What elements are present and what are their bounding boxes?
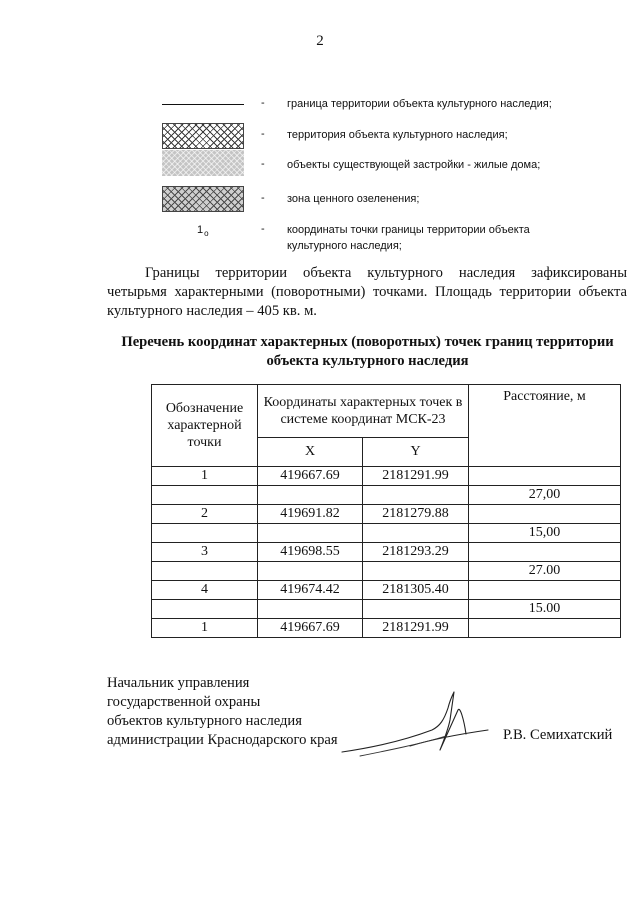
cell-distance: 27,00 — [469, 486, 621, 505]
signer-name: Р.В. Семихатский — [503, 727, 613, 743]
legend-territory-hatch-symbol — [162, 123, 244, 149]
cell-x: 419691.82 — [258, 505, 363, 524]
table-title: Перечень координат характерных (поворотных) точек границ территории объекта культурного наследия — [121, 334, 614, 369]
header-coords: Координаты характерных точек в системе координат МСК-23 — [258, 385, 469, 438]
cell-x — [258, 600, 363, 619]
cell-distance — [469, 581, 621, 600]
table-row — [152, 486, 621, 505]
table-row — [152, 619, 621, 638]
page-number: 2 — [316, 33, 324, 49]
cell-y: 2181291.99 — [363, 619, 469, 638]
legend-dash: - — [261, 192, 265, 204]
cell-x: 419667.69 — [258, 619, 363, 638]
legend-territory-text: территория объекта культурного наследия; — [287, 129, 508, 141]
header-point: Обозначение характерной точки — [152, 385, 258, 467]
legend-boundary-line-symbol — [162, 104, 244, 105]
cell-x: 419674.42 — [258, 581, 363, 600]
cell-distance: 15.00 — [469, 600, 621, 619]
header-distance: Расстояние, м — [469, 385, 621, 467]
legend-boundary-text: граница территории объекта культурного наследия; — [287, 98, 552, 110]
cell-y: 2181293.29 — [363, 543, 469, 562]
cell-x: 419698.55 — [258, 543, 363, 562]
cell-distance — [469, 505, 621, 524]
cell-y — [363, 600, 469, 619]
cell-point: 1 — [152, 467, 258, 486]
legend-dash: - — [261, 223, 265, 235]
cell-y: 2181291.99 — [363, 467, 469, 486]
legend-dash: - — [261, 158, 265, 170]
cell-point — [152, 562, 258, 581]
header-x: X — [258, 438, 363, 467]
legend-dash: - — [261, 97, 265, 109]
coordinates-table — [151, 384, 621, 638]
table-row — [152, 505, 621, 524]
coordinates-table-body — [152, 467, 621, 638]
cell-point: 3 — [152, 543, 258, 562]
legend-dash: - — [261, 128, 265, 140]
table-row — [152, 543, 621, 562]
cell-distance — [469, 467, 621, 486]
cell-y: 2181279.88 — [363, 505, 469, 524]
cell-distance — [469, 543, 621, 562]
cell-x — [258, 486, 363, 505]
cell-x — [258, 562, 363, 581]
point-marker-icon: o — [204, 229, 209, 238]
cell-point — [152, 600, 258, 619]
table-row — [152, 467, 621, 486]
signature-title-line: государственной охраны — [107, 694, 261, 710]
table-row — [152, 581, 621, 600]
cell-y — [363, 524, 469, 543]
legend-greenery-text: зона ценного озеленения; — [287, 193, 420, 205]
cell-point: 2 — [152, 505, 258, 524]
cell-distance — [469, 619, 621, 638]
table-row — [152, 562, 621, 581]
cell-y — [363, 562, 469, 581]
signature-title-line: администрации Краснодарского края — [107, 732, 338, 748]
legend-houses-text: объекты существующей застройки - жилые дома; — [287, 159, 541, 171]
cell-y — [363, 486, 469, 505]
legend-point-text: координаты точки границы территории объекта культурного наследия; — [287, 224, 530, 252]
header-y: Y — [363, 438, 469, 467]
signature-title-line: объектов культурного наследия — [107, 713, 302, 729]
cell-point — [152, 524, 258, 543]
signature-title-line: Начальник управления — [107, 675, 250, 691]
table-row — [152, 600, 621, 619]
legend-point-symbol — [197, 224, 208, 236]
cell-y: 2181305.40 — [363, 581, 469, 600]
table-row — [152, 524, 621, 543]
cell-point: 1 — [152, 619, 258, 638]
legend-houses-symbol — [162, 150, 244, 176]
cell-x: 419667.69 — [258, 467, 363, 486]
signature-title — [107, 674, 367, 750]
legend-greenery-symbol — [162, 186, 244, 212]
cell-point: 4 — [152, 581, 258, 600]
cell-point — [152, 486, 258, 505]
cell-distance: 15,00 — [469, 524, 621, 543]
intro-paragraph: Границы территории объекта культурного наследия зафиксированы четырьмя характерными (поворотными) точками. Площадь территории объекта культурного наследия – 405 кв. м. — [107, 265, 627, 319]
legend-point-label: 1 — [197, 224, 204, 236]
cell-distance: 27.00 — [469, 562, 621, 581]
handwritten-signature — [340, 690, 490, 760]
cell-x — [258, 524, 363, 543]
